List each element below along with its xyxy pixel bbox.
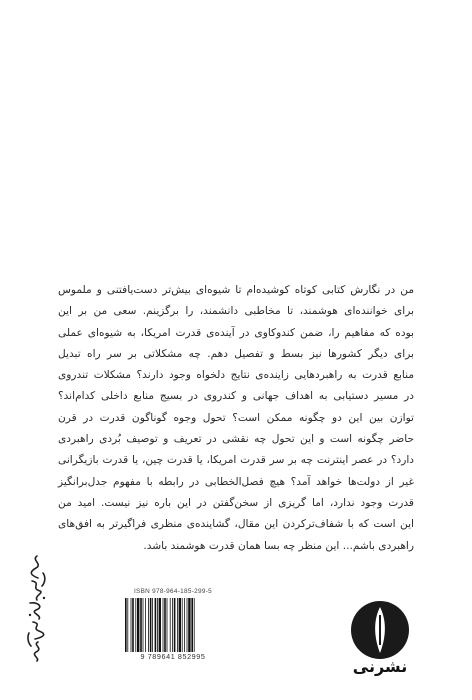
blurb-line: من در نگارش کتابی کوتاه کوشیده‌ام تا شیوه‌ای بیش‌تر دست‌یافتنی و ملموس bbox=[58, 284, 414, 296]
blurb-line: منابع قدرت به راهبردهایی زاینده‌ی نتایج دلخواه وجود دارند؟ مشکلات تندروی bbox=[58, 369, 414, 382]
barcode-bar bbox=[188, 598, 190, 652]
barcode-bar bbox=[174, 598, 176, 652]
publisher-logo-block bbox=[343, 597, 417, 683]
barcode-bar bbox=[167, 598, 168, 652]
barcode-bar bbox=[163, 598, 164, 652]
barcode-bar bbox=[177, 598, 178, 652]
blurb-line: حاضر چگونه است و این تحول چه نقشی در تعریف و توصیف بُردی راهبردی bbox=[58, 433, 414, 446]
barcode-bar bbox=[187, 598, 188, 652]
barcode-bar bbox=[148, 598, 149, 652]
barcode-bar bbox=[131, 598, 132, 652]
barcode-bar bbox=[170, 598, 171, 652]
barcode-bar bbox=[159, 598, 161, 652]
isbn-barcode-block bbox=[118, 588, 228, 666]
blurb-line: این است که با شفاف‌ترکردن این مقال، گشاینده‌ی منظری فراگیرتر به افق‌های bbox=[58, 518, 414, 531]
barcode-bar bbox=[194, 598, 195, 652]
blurb-text bbox=[58, 280, 414, 557]
barcode-bar bbox=[191, 598, 193, 652]
barcode-bar bbox=[179, 598, 181, 652]
barcode-digits: 9 789641 852995 bbox=[140, 652, 206, 661]
barcode-bar bbox=[125, 598, 127, 652]
blurb-line: در مسیر دستیابی به اهداف جهانی و کندروی در بسیج منابع داخلی کدام‌اند؟ bbox=[58, 390, 414, 403]
blurb-line: برای خواننده‌ای هوشمند، تا مخاطبی دانشمند، را برگزینم. سعی من بر این bbox=[58, 305, 414, 318]
isbn-label: ISBN 978-964-185-299-5 bbox=[133, 588, 212, 595]
blurb-line: برای دیگر کشورها نیز بسط و تفصیل دهم. چه مشکلاتی بر سر راه تبدیل bbox=[58, 347, 414, 360]
barcode-bar bbox=[172, 598, 173, 652]
barcode-icon bbox=[124, 598, 220, 652]
publisher-name: نشرنی bbox=[352, 657, 408, 676]
blurb-line: توازن بین این دو چگونه ممکن است؟ تحول وجوه گوناگون قدرت در قرن bbox=[58, 411, 414, 424]
barcode-bar bbox=[155, 598, 157, 652]
barcode-bar bbox=[127, 598, 128, 652]
barcode-bar bbox=[182, 598, 183, 652]
blurb-line: قدرت وجود ندارد، اما گریزی از سخن‌گفتن در این باره نیز نیست. امید من bbox=[58, 496, 414, 509]
barcode-bar bbox=[157, 598, 158, 652]
blurb-line-last: راهبردی باشم... این منظر چه بسا همان قدرت هوشمند باشد. bbox=[143, 539, 414, 552]
barcode-bar bbox=[164, 598, 166, 652]
handwritten-signature-icon bbox=[24, 553, 50, 663]
barcode-bar bbox=[152, 598, 153, 652]
barcode-bar bbox=[145, 598, 146, 652]
barcode-bar bbox=[132, 598, 134, 652]
barcode-bar bbox=[150, 598, 152, 652]
barcode-bar bbox=[140, 598, 142, 652]
barcode-bar bbox=[135, 598, 136, 652]
blurb-line: غیر از دولت‌ها خواهد آمد؟ هیچ فصل‌الخطابی در رابطه با مفهوم جدل‌برانگیز bbox=[58, 475, 414, 488]
barcode-bar bbox=[137, 598, 139, 652]
blurb-line: بوده که مفاهیم را، ضمن کندوکاوی در آینده‌ی قدرت امریکا، به شیوه‌ای عملی bbox=[58, 326, 414, 339]
blurb-line: دارد؟ در عصر اینترنت چه بر سر قدرت امریکا، یا قدرت چین، یا قدرت بازیگرانی bbox=[58, 454, 414, 467]
barcode-bar bbox=[143, 598, 144, 652]
reed-pen-circle-icon bbox=[347, 597, 413, 663]
barcode-bar bbox=[184, 598, 185, 652]
